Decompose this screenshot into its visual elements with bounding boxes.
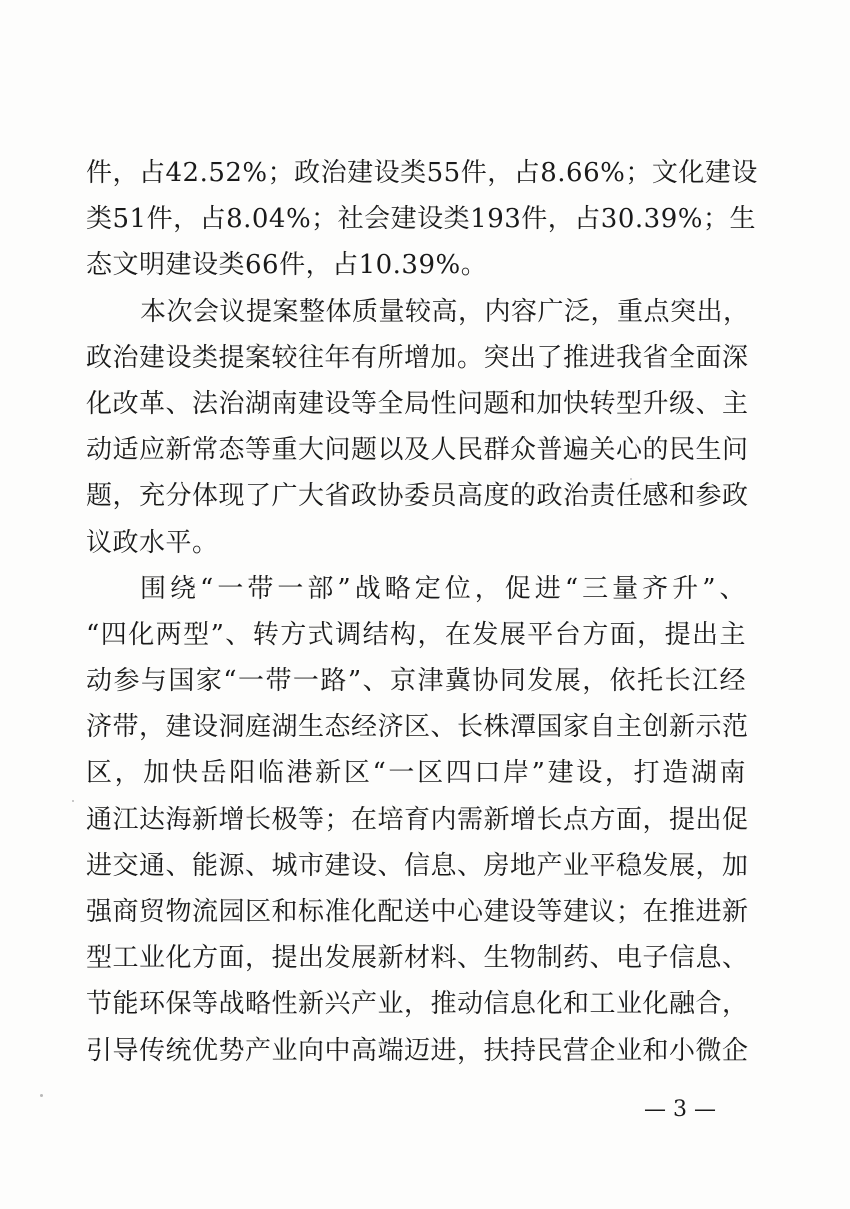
text-line-5: 政治建设类提案较往年有所增加。突出了推进我省全面深 — [86, 342, 749, 373]
text-line-1: 件，占42.52%；政治建设类55件，占8.66%；文化建设 — [86, 158, 758, 188]
text-line-20: 引导传统优势产业向中高端迈进，扶持民营企业和小微企 — [86, 1035, 749, 1066]
text-line-12: 动参与国家“一带一路”、京津冀协同发展，依托长江经 — [86, 666, 746, 697]
scan-speck — [72, 800, 74, 802]
text-line-2: 类51件，占8.04%；社会建设类193件，占30.39%；生 — [86, 204, 756, 235]
page-number: — 3 — — [644, 1097, 716, 1122]
text-line-9: 议政水平。 — [86, 527, 219, 558]
text-line-14: 区，加快岳阳临港新区“一区四口岸”建设，打造湖南 — [86, 758, 746, 789]
text-line-18: 型工业化方面，提出发展新材料、生物制药、电子信息、 — [86, 943, 749, 974]
text-line-19: 节能环保等战略性新兴产业，推动信息化和工业化融合， — [86, 989, 749, 1020]
text-line-15: 通江达海新增长极等；在培育内需新增长点方面，提出促 — [86, 804, 749, 835]
text-line-11: “四化两型”、转方式调结构，在发展平台方面，提出主 — [86, 619, 746, 650]
scan-speck — [630, 478, 632, 480]
text-line-17: 强商贸物流园区和标准化配送中心建设等建议；在推进新 — [86, 897, 749, 927]
text-line-13: 济带，建设洞庭湖生态经济区、长株潭国家自主创新示范 — [86, 712, 749, 743]
text-line-3: 态文明建设类66件，占10.39%。 — [86, 250, 488, 281]
body-text — [86, 150, 758, 1074]
text-line-6: 化改革、法治湖南建设等全局性问题和加快转型升级、主 — [86, 388, 749, 419]
text-line-16: 进交通、能源、城市建设、信息、房地产业平稳发展，加 — [86, 850, 749, 881]
text-line-8: 题，充分体现了广大省政协委员高度的政治责任感和参政 — [86, 481, 749, 512]
text-line-7: 动适应新常态等重大问题以及人民群众普遍关心的民生问 — [86, 435, 749, 466]
text-line-4: 本次会议提案整体质量较高，内容广泛，重点突出， — [140, 296, 750, 327]
text-line-10: 围绕“一带一部”战略定位，促进“三量齐升”、 — [140, 573, 746, 604]
scan-speck — [40, 1094, 43, 1097]
